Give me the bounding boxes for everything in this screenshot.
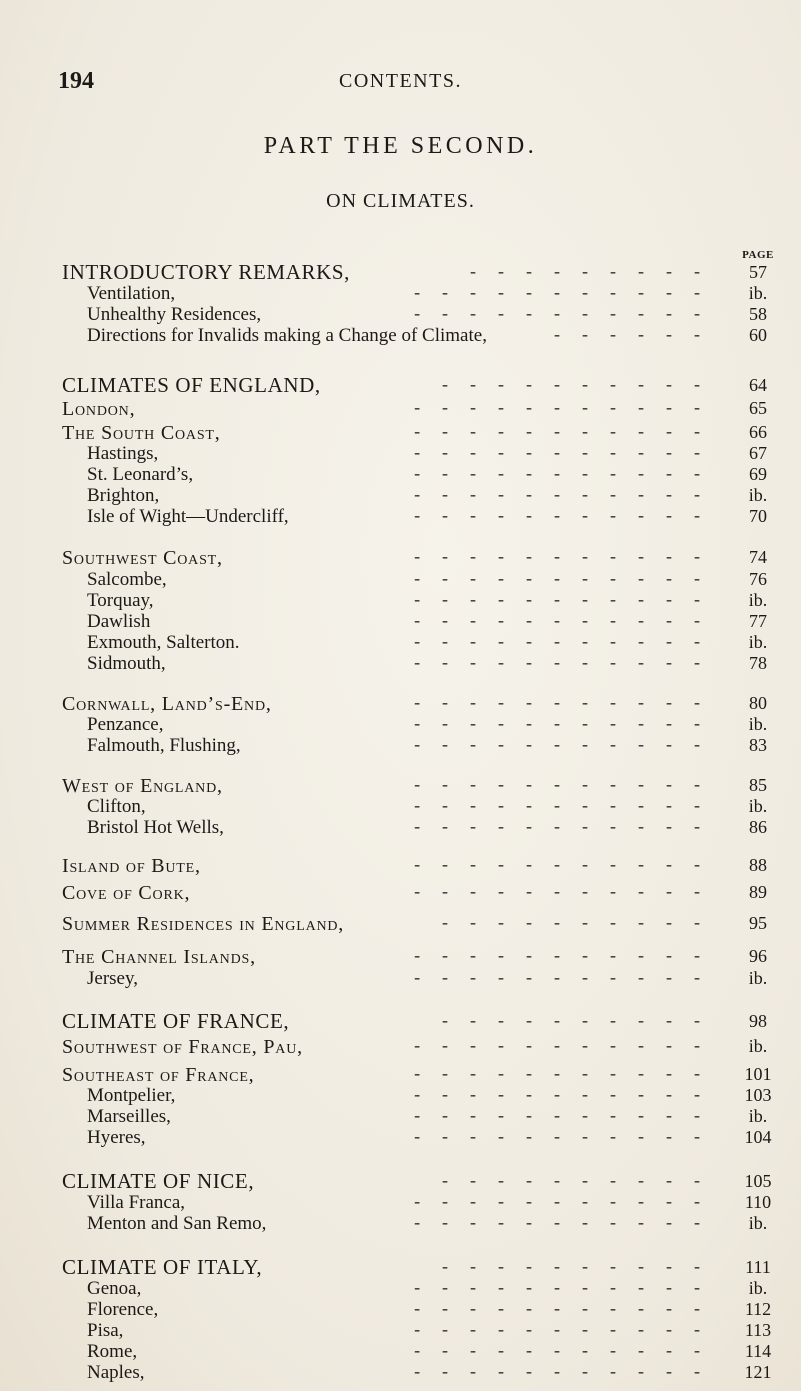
- toc-entry-page: 112: [744, 1299, 772, 1319]
- leader-dashes: -----------: [414, 442, 722, 462]
- toc-entry-title: CLIMATES OF ENGLAND,: [62, 373, 321, 397]
- leader-dashes: -----------: [414, 1340, 722, 1360]
- toc-entry-page: 60: [749, 325, 767, 345]
- toc-entry-page: ib.: [748, 590, 768, 610]
- toc-entry: [0, 882, 801, 908]
- toc-entry: [0, 325, 801, 351]
- toc-entry-title: Falmouth, Flushing,: [87, 735, 241, 756]
- toc-entry-page: 80: [749, 693, 767, 713]
- toc-entry-page: 64: [749, 375, 767, 395]
- leader-dashes: -----------: [414, 713, 722, 733]
- toc-entry-title: London,: [62, 398, 136, 420]
- toc-entry-page: 58: [749, 304, 767, 324]
- toc-entry-title: CLIMATE OF ITALY,: [62, 1255, 263, 1279]
- toc-entry-title: Rome,: [87, 1341, 138, 1362]
- toc-entry-page: 98: [749, 1011, 767, 1031]
- leader-dashes: -----------: [414, 505, 722, 525]
- toc-entry: [0, 968, 801, 994]
- leader-dashes: -----------: [414, 282, 722, 302]
- toc-entry-title: Jersey,: [87, 968, 138, 989]
- toc-entry: [0, 1036, 801, 1062]
- leader-dashes: -----------: [414, 945, 722, 965]
- leader-dashes: -----------: [414, 816, 722, 836]
- toc-entry-title: Torquay,: [87, 590, 154, 611]
- leader-dashes: -----------: [414, 546, 722, 566]
- leader-dashes: -----------: [414, 1035, 722, 1055]
- leader-dashes: -----------: [414, 967, 722, 987]
- toc-entry-page: ib.: [748, 283, 768, 303]
- toc-entry-title: CLIMATE OF FRANCE,: [62, 1009, 290, 1033]
- leader-dashes: -----------: [414, 589, 722, 609]
- toc-entry-page: 57: [749, 262, 767, 282]
- toc-entry: [0, 506, 801, 532]
- toc-entry-page: 85: [749, 775, 767, 795]
- leader-dashes: -----------: [414, 303, 722, 323]
- toc-entry-page: 78: [749, 653, 767, 673]
- leader-dashes: -----------: [414, 881, 722, 901]
- leader-dashes: -----------: [414, 1277, 722, 1297]
- toc-entry-title: Cove of Cork,: [62, 882, 191, 904]
- leader-dashes: -----------: [414, 1361, 722, 1381]
- toc-entry: [0, 653, 801, 679]
- toc-entry-page: 113: [744, 1320, 772, 1340]
- toc-entry-page: ib.: [748, 632, 768, 652]
- toc-entry-page: 89: [749, 882, 767, 902]
- toc-entry-page: 76: [749, 569, 767, 589]
- toc-entry-page: 104: [744, 1127, 772, 1147]
- leader-dashes: -----------: [414, 795, 722, 815]
- toc-entry-page: ib.: [748, 485, 768, 505]
- toc-entry-page: 83: [749, 735, 767, 755]
- toc-entry-title: Villa Franca,: [87, 1192, 186, 1213]
- toc-entry: [0, 1127, 801, 1153]
- leader-dashes: ----------: [442, 1256, 722, 1276]
- leader-dashes: -----------: [414, 568, 722, 588]
- toc-entry: [0, 817, 801, 843]
- toc-entry-page: 74: [749, 547, 767, 567]
- toc-entry-title: Southwest Coast,: [62, 547, 223, 569]
- leader-dashes: ---------: [470, 261, 722, 281]
- toc-entry-page: 95: [749, 913, 767, 933]
- leader-dashes: ------: [554, 324, 722, 344]
- leader-dashes: -----------: [414, 1084, 722, 1104]
- toc-entry: [0, 1362, 801, 1388]
- running-title: CONTENTS.: [339, 70, 462, 92]
- leader-dashes: ----------: [442, 374, 722, 394]
- toc-entry-page: ib.: [748, 796, 768, 816]
- toc-entry-page: 111: [745, 1257, 771, 1277]
- toc-entry-title: Pisa,: [87, 1320, 124, 1341]
- leader-dashes: -----------: [414, 692, 722, 712]
- leader-dashes: -----------: [414, 1319, 722, 1339]
- toc-entry-page: ib.: [748, 968, 768, 988]
- toc-entry-page: 105: [744, 1171, 772, 1191]
- leader-dashes: -----------: [414, 1126, 722, 1146]
- toc-entry-page: ib.: [748, 1106, 768, 1126]
- leader-dashes: -----------: [414, 734, 722, 754]
- toc-entry-title: Isle of Wight—Undercliff,: [87, 506, 289, 527]
- toc-entry-title: Florence,: [87, 1299, 159, 1320]
- toc-entry: [0, 1213, 801, 1239]
- toc-entry-page: 110: [744, 1192, 772, 1212]
- toc-entry-title: Unhealthy Residences,: [87, 304, 262, 325]
- toc-entry-page: 101: [744, 1064, 772, 1084]
- toc-entry-title: Genoa,: [87, 1278, 142, 1299]
- leader-dashes: ----------: [442, 912, 722, 932]
- toc-entry: [0, 913, 801, 939]
- toc-entry-page: 65: [749, 398, 767, 418]
- leader-dashes: -----------: [414, 1212, 722, 1232]
- leader-dashes: -----------: [414, 397, 722, 417]
- toc-entry-title: Directions for Invalids making a Change of Climate,: [87, 325, 487, 346]
- leader-dashes: -----------: [414, 1063, 722, 1083]
- toc-entry-page: ib.: [748, 1278, 768, 1298]
- leader-dashes: -----------: [414, 652, 722, 672]
- toc-entry-page: 67: [749, 443, 767, 463]
- toc-entry-page: 86: [749, 817, 767, 837]
- toc-entry: [0, 1011, 801, 1037]
- toc-entry-page: 96: [749, 946, 767, 966]
- toc-entry-page: 114: [744, 1341, 772, 1361]
- toc-entry-title: The South Coast,: [62, 422, 221, 444]
- toc-entry-title: Exmouth, Salterton.: [87, 632, 240, 653]
- leader-dashes: -----------: [414, 774, 722, 794]
- toc-entry-page: 88: [749, 855, 767, 875]
- toc-entry-page: 70: [749, 506, 767, 526]
- toc-entry-title: St. Leonard’s,: [87, 464, 194, 485]
- toc-entry-title: Brighton,: [87, 485, 160, 506]
- leader-dashes: ----------: [442, 1010, 722, 1030]
- toc-entry-page: 121: [744, 1362, 772, 1382]
- toc-entry-title: Ventilation,: [87, 283, 176, 304]
- leader-dashes: ----------: [442, 1170, 722, 1190]
- toc-entry-title: West of England,: [62, 775, 223, 797]
- leader-dashes: -----------: [414, 463, 722, 483]
- toc-entry-page: 66: [749, 422, 767, 442]
- toc-entry-page: ib.: [748, 1036, 768, 1056]
- toc-entry-title: INTRODUCTORY REMARKS,: [62, 260, 350, 284]
- toc-entry-page: ib.: [748, 714, 768, 734]
- toc-entry-title: Southeast of France,: [62, 1064, 255, 1086]
- toc-entry-title: Naples,: [87, 1362, 145, 1383]
- toc-entry-title: Southwest of France, Pau,: [62, 1036, 303, 1058]
- leader-dashes: -----------: [414, 1191, 722, 1211]
- toc-entry-page: 69: [749, 464, 767, 484]
- toc-entry-title: CLIMATE OF NICE,: [62, 1169, 255, 1193]
- leader-dashes: -----------: [414, 610, 722, 630]
- page-number: 194: [58, 68, 94, 94]
- toc-entry: [0, 855, 801, 881]
- toc-entry-page: ib.: [748, 1213, 768, 1233]
- section-title: ON CLIMATES.: [326, 190, 475, 212]
- toc-entry-title: Sidmouth,: [87, 653, 166, 674]
- page-column-header: PAGE: [742, 249, 774, 261]
- toc-entry: [0, 735, 801, 761]
- part-title: PART THE SECOND.: [263, 133, 538, 159]
- leader-dashes: -----------: [414, 1105, 722, 1125]
- toc-entry-title: Menton and San Remo,: [87, 1213, 267, 1234]
- toc-entry-title: Bristol Hot Wells,: [87, 817, 224, 838]
- leader-dashes: -----------: [414, 1298, 722, 1318]
- toc-entry-title: Hyeres,: [87, 1127, 146, 1148]
- toc-entry-title: Montpelier,: [87, 1085, 176, 1106]
- toc-entry-title: Summer Residences in England,: [62, 913, 345, 935]
- toc-entry-title: Penzance,: [87, 714, 164, 735]
- toc-entry-title: The Channel Islands,: [62, 946, 256, 968]
- leader-dashes: -----------: [414, 631, 722, 651]
- toc-entry-page: 103: [744, 1085, 772, 1105]
- toc-entry-title: Cornwall, Land’s-End,: [62, 693, 272, 715]
- leader-dashes: -----------: [414, 854, 722, 874]
- toc-entry-title: Salcombe,: [87, 569, 167, 590]
- toc-entry-title: Island of Bute,: [62, 855, 201, 877]
- toc-entry-title: Clifton,: [87, 796, 146, 817]
- toc-entry-page: 77: [749, 611, 767, 631]
- toc-entry-title: Marseilles,: [87, 1106, 171, 1127]
- leader-dashes: -----------: [414, 421, 722, 441]
- toc-entry-title: Hastings,: [87, 443, 159, 464]
- leader-dashes: -----------: [414, 484, 722, 504]
- toc-entry-title: Dawlish: [87, 611, 151, 632]
